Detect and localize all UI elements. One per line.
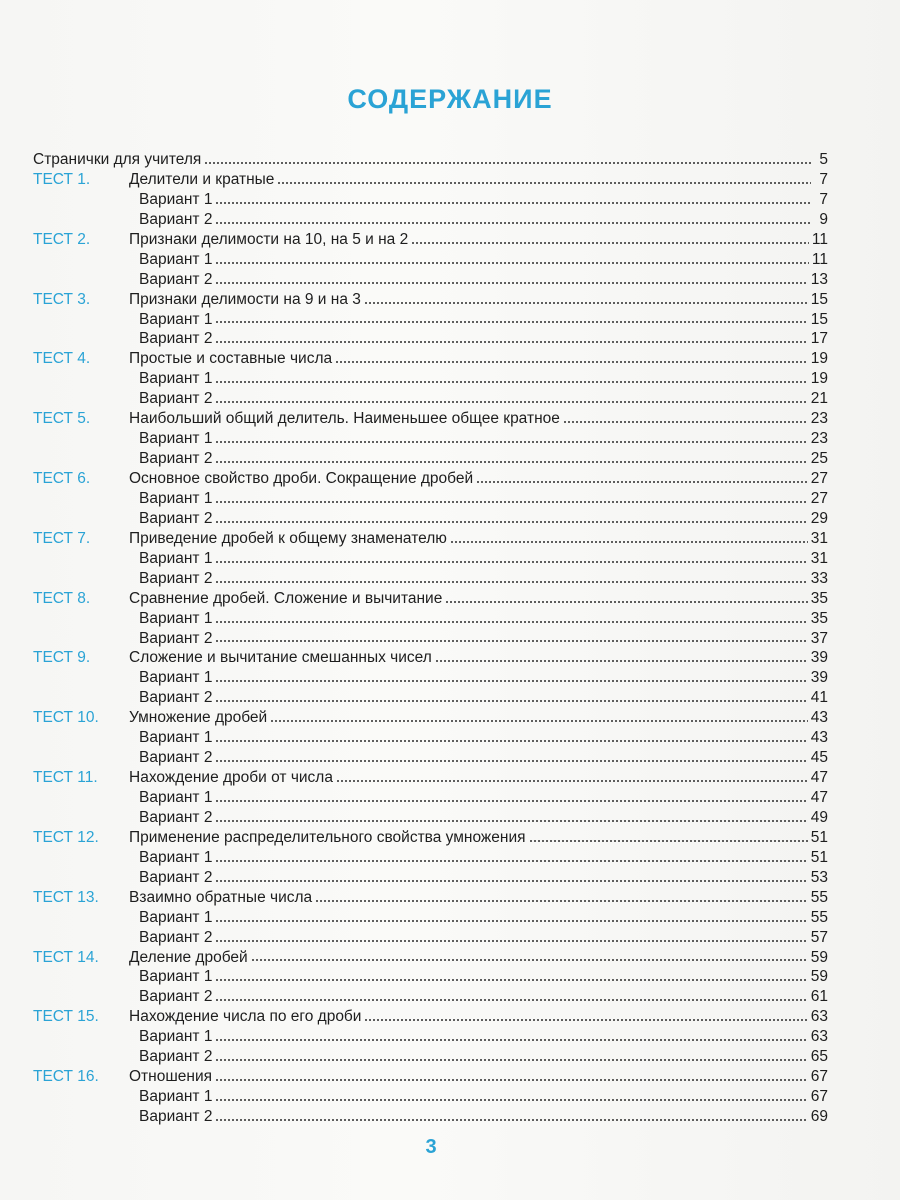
toc-test-label: ТЕСТ 1. xyxy=(33,170,91,188)
dot-leader xyxy=(215,281,807,285)
dot-leader xyxy=(215,998,807,1002)
toc-test-label: ТЕСТ 9. xyxy=(33,649,91,667)
toc-test-label: ТЕСТ 3. xyxy=(33,290,91,308)
dot-leader xyxy=(215,759,807,763)
dot-leader xyxy=(215,1078,808,1082)
toc-variant-entry xyxy=(33,210,828,230)
dot-leader xyxy=(215,201,811,205)
toc-test-entry xyxy=(33,469,828,489)
toc-variant-entry xyxy=(33,1087,828,1107)
toc-test-label: ТЕСТ 16. xyxy=(33,1068,99,1086)
toc-test-entry xyxy=(33,648,828,668)
toc-variant-entry xyxy=(33,449,828,469)
toc-entry-title: Вариант 1 xyxy=(139,968,213,986)
dot-leader xyxy=(215,1098,807,1102)
dot-leader xyxy=(251,958,808,962)
dot-leader xyxy=(215,400,807,404)
dot-leader xyxy=(215,380,807,384)
toc-entry-title: Вариант 2 xyxy=(139,509,213,527)
toc-test-label: ТЕСТ 7. xyxy=(33,529,91,547)
toc-test-entry xyxy=(33,170,828,190)
toc-page-number: 7 xyxy=(819,190,828,208)
toc-page-number: 59 xyxy=(810,948,828,966)
toc-variant-entry xyxy=(33,908,828,928)
toc-page-number: 23 xyxy=(810,430,828,448)
dot-leader xyxy=(215,639,807,643)
toc-variant-entry xyxy=(33,489,828,509)
toc-entry-title: Вариант 2 xyxy=(139,808,213,826)
toc-entry-title: Вариант 1 xyxy=(139,250,213,268)
dot-leader xyxy=(215,859,807,863)
toc-page-number: 13 xyxy=(810,270,828,288)
toc-page-number: 53 xyxy=(810,868,828,886)
toc-entry-title: Сложение и вычитание смешанных чисел xyxy=(129,649,432,667)
dot-leader xyxy=(445,600,807,604)
toc-entry-title: Вариант 2 xyxy=(139,390,213,408)
toc-test-entry xyxy=(33,768,828,788)
dot-leader xyxy=(215,799,807,803)
dot-leader xyxy=(215,500,807,504)
toc-page-number: 11 xyxy=(811,250,828,268)
toc-variant-entry xyxy=(33,1027,828,1047)
toc-variant-entry xyxy=(33,728,828,748)
dot-leader xyxy=(215,919,807,923)
toc-entry-title: Вариант 2 xyxy=(139,928,213,946)
toc-page-number: 27 xyxy=(810,470,828,487)
toc-test-entry xyxy=(33,708,828,728)
dot-leader xyxy=(215,1038,807,1042)
dot-leader xyxy=(215,879,807,883)
toc-entry-title: Отношения xyxy=(129,1068,213,1086)
toc-page-number: 61 xyxy=(810,988,828,1006)
dot-leader xyxy=(270,719,808,723)
toc-entry-title: Сравнение дробей. Сложение и вычитание xyxy=(129,589,443,607)
toc-page-number: 5 xyxy=(819,151,828,168)
toc-test-label: ТЕСТ 11. xyxy=(33,769,98,787)
toc-entry-title: Вариант 1 xyxy=(139,430,213,448)
toc-entry-title: Признаки делимости на 9 и на 3 xyxy=(129,290,361,308)
toc-test-entry xyxy=(33,349,828,369)
dot-leader xyxy=(450,540,808,544)
toc-variant-entry xyxy=(33,668,828,688)
toc-page-number: 47 xyxy=(810,789,828,806)
toc-test-label: ТЕСТ 8. xyxy=(33,589,91,607)
dot-leader xyxy=(215,679,807,683)
toc-variant-entry xyxy=(33,310,828,330)
toc-entry-title: Взаимно обратные числа xyxy=(129,888,313,906)
table-of-contents xyxy=(33,150,828,1127)
toc-entry-title: Наибольший общий делитель. Наименьшее общее кратное xyxy=(129,410,560,428)
toc-page-number: 7 xyxy=(819,170,828,188)
toc-test-label: ТЕСТ 4. xyxy=(33,350,91,368)
dot-leader xyxy=(215,739,807,743)
dot-leader xyxy=(364,301,808,305)
toc-page-number: 55 xyxy=(810,908,828,926)
toc-entry-title: Нахождение числа по его дроби xyxy=(129,1008,362,1026)
dot-leader xyxy=(435,659,808,663)
toc-entry-title: Вариант 2 xyxy=(139,450,213,468)
toc-entry-title: Вариант 1 xyxy=(139,370,213,388)
toc-test-entry xyxy=(33,1007,828,1027)
toc-test-entry xyxy=(33,1067,828,1087)
toc-page-number: 33 xyxy=(810,569,828,587)
toc-entry-title: Вариант 1 xyxy=(139,908,213,926)
toc-page-number: 11 xyxy=(811,230,828,248)
toc-page-number: 43 xyxy=(810,729,828,747)
toc-page-number: 29 xyxy=(810,509,828,527)
toc-page-number: 65 xyxy=(810,1048,828,1066)
toc-page-number: 47 xyxy=(810,769,828,787)
toc-page-number: 45 xyxy=(810,749,828,767)
toc-entry-title: Вариант 1 xyxy=(139,1028,213,1046)
toc-entry-title: Вариант 1 xyxy=(139,789,213,806)
dot-leader xyxy=(215,320,807,324)
toc-entry-title: Вариант 2 xyxy=(139,330,213,348)
toc-entry-title: Вариант 2 xyxy=(139,689,213,707)
toc-variant-entry xyxy=(33,987,828,1007)
toc-entry-title: Вариант 2 xyxy=(139,629,213,647)
dot-leader xyxy=(215,1118,807,1122)
toc-entry-title: Вариант 1 xyxy=(139,669,213,687)
toc-test-label: ТЕСТ 2. xyxy=(33,230,91,248)
toc-variant-entry xyxy=(33,1107,828,1127)
toc-page-number: 57 xyxy=(810,928,828,946)
toc-page-number: 55 xyxy=(810,888,828,906)
toc-page-number: 19 xyxy=(810,370,828,388)
toc-variant-entry xyxy=(33,270,828,290)
dot-leader xyxy=(476,480,808,484)
toc-page-number: 27 xyxy=(810,489,828,507)
toc-entry-title: Применение распределительного свойства умножения xyxy=(129,828,526,846)
toc-page-number: 19 xyxy=(810,350,828,368)
toc-test-entry xyxy=(33,828,828,848)
toc-page-number: 31 xyxy=(810,529,828,547)
toc-test-entry xyxy=(33,230,828,250)
toc-test-label: ТЕСТ 12. xyxy=(33,828,99,846)
dot-leader xyxy=(204,161,811,165)
toc-page-number: 63 xyxy=(810,1008,828,1026)
toc-test-label: ТЕСТ 14. xyxy=(33,948,99,966)
page-title: СОДЕРЖАНИЕ xyxy=(347,84,553,114)
toc-entry-title: Делители и кратные xyxy=(129,170,275,188)
toc-page-number: 35 xyxy=(810,589,828,607)
dot-leader xyxy=(215,580,807,584)
toc-entry-title: Простые и составные числа xyxy=(129,350,333,368)
toc-entry-title: Вариант 1 xyxy=(139,729,213,747)
toc-page-number: 17 xyxy=(810,330,828,348)
toc-page-number: 59 xyxy=(810,968,828,986)
dot-leader xyxy=(336,779,808,783)
toc-page-number: 15 xyxy=(810,310,828,328)
toc-page-number: 39 xyxy=(810,669,828,687)
dot-leader xyxy=(215,819,807,823)
toc-page-number: 21 xyxy=(810,390,828,408)
toc-page-number: 51 xyxy=(810,848,828,866)
dot-leader xyxy=(215,460,807,464)
page-number: 3 xyxy=(425,1136,437,1158)
toc-entry-title: Вариант 1 xyxy=(139,190,213,208)
toc-variant-entry xyxy=(33,788,828,808)
toc-entry-title: Вариант 2 xyxy=(139,868,213,886)
toc-entry-title: Вариант 2 xyxy=(139,210,213,228)
toc-test-label: ТЕСТ 10. xyxy=(33,709,99,727)
dot-leader xyxy=(215,1058,807,1062)
toc-variant-entry xyxy=(33,928,828,948)
toc-entry-title: Приведение дробей к общему знаменателю xyxy=(129,529,447,547)
toc-test-entry xyxy=(33,529,828,549)
toc-page-number: 51 xyxy=(810,828,828,846)
dot-leader xyxy=(215,620,807,624)
toc-variant-entry xyxy=(33,848,828,868)
toc-test-entry xyxy=(33,948,828,968)
toc-variant-entry xyxy=(33,629,828,649)
toc-page-number: 25 xyxy=(810,450,828,468)
toc-test-label: ТЕСТ 5. xyxy=(33,410,91,428)
toc-entry-title: Вариант 2 xyxy=(139,749,213,767)
dot-leader xyxy=(215,221,811,225)
toc-variant-entry xyxy=(33,688,828,708)
toc-entry-title: Вариант 2 xyxy=(139,1048,213,1066)
toc-variant-entry xyxy=(33,369,828,389)
toc-variant-entry xyxy=(33,748,828,768)
toc-page-number: 63 xyxy=(810,1028,828,1046)
toc-page-number: 9 xyxy=(819,210,828,228)
toc-entry-title: Вариант 2 xyxy=(139,1108,213,1125)
toc-page-number: 23 xyxy=(810,410,828,428)
dot-leader xyxy=(529,839,808,843)
toc-entry-title: Признаки делимости на 10, на 5 и на 2 xyxy=(129,230,409,248)
toc-test-entry xyxy=(33,290,828,310)
toc-test-entry xyxy=(33,888,828,908)
toc-variant-entry xyxy=(33,329,828,349)
toc-page-number: 49 xyxy=(810,808,828,826)
toc-entry-title: Вариант 2 xyxy=(139,988,213,1006)
dot-leader xyxy=(215,560,807,564)
toc-entry-title: Вариант 1 xyxy=(139,310,213,328)
toc-page-number: 15 xyxy=(810,290,828,308)
toc-entry-title: Вариант 1 xyxy=(139,609,213,627)
dot-leader xyxy=(364,1018,807,1022)
dot-leader xyxy=(215,340,807,344)
toc-variant-entry xyxy=(33,868,828,888)
toc-page-number: 41 xyxy=(810,689,828,707)
toc-test-label: ТЕСТ 13. xyxy=(33,888,99,906)
toc-variant-entry xyxy=(33,549,828,569)
toc-page-number: 69 xyxy=(810,1108,828,1125)
toc-entry-title: Основное свойство дроби. Сокращение дробей xyxy=(129,470,474,487)
toc-entry-title: Вариант 2 xyxy=(139,270,213,288)
toc-variant-entry xyxy=(33,569,828,589)
toc-page-number: 43 xyxy=(810,709,828,727)
toc-page-number: 35 xyxy=(810,609,828,627)
dot-leader xyxy=(335,360,808,364)
toc-page-number: 37 xyxy=(810,629,828,647)
toc-variant-entry xyxy=(33,429,828,449)
toc-variant-entry xyxy=(33,190,828,210)
toc-test-label: ТЕСТ 6. xyxy=(33,470,91,487)
toc-page-number: 67 xyxy=(810,1088,828,1106)
toc-variant-entry xyxy=(33,389,828,409)
toc-test-label: ТЕСТ 15. xyxy=(33,1008,99,1026)
toc-variant-entry xyxy=(33,808,828,828)
toc-variant-entry xyxy=(33,509,828,529)
dot-leader xyxy=(215,699,807,703)
toc-entry-title: Умножение дробей xyxy=(129,709,268,727)
dot-leader xyxy=(563,420,808,424)
dot-leader xyxy=(215,520,807,524)
toc-entry-title: Деление дробей xyxy=(129,948,248,966)
toc-entry-title: Вариант 1 xyxy=(139,848,213,866)
toc-test-entry xyxy=(33,589,828,609)
toc-entry-title: Вариант 2 xyxy=(139,569,213,587)
toc-entry-title: Странички для учителя xyxy=(33,151,202,168)
dot-leader xyxy=(215,440,807,444)
toc-test-entry xyxy=(33,409,828,429)
toc-intro-entry xyxy=(33,150,828,170)
toc-entry-title: Вариант 1 xyxy=(139,549,213,567)
dot-leader xyxy=(215,978,807,982)
toc-variant-entry xyxy=(33,250,828,270)
toc-variant-entry xyxy=(33,1047,828,1067)
dot-leader xyxy=(315,899,808,903)
toc-entry-title: Вариант 1 xyxy=(139,489,213,507)
dot-leader xyxy=(215,939,807,943)
toc-page-number: 67 xyxy=(810,1068,828,1086)
toc-variant-entry xyxy=(33,609,828,629)
toc-page-number: 39 xyxy=(810,649,828,667)
toc-variant-entry xyxy=(33,967,828,987)
dot-leader xyxy=(277,181,811,185)
toc-page-number: 31 xyxy=(810,549,828,567)
dot-leader xyxy=(215,261,808,265)
toc-entry-title: Нахождение дроби от числа xyxy=(129,769,333,787)
toc-entry-title: Вариант 1 xyxy=(139,1088,213,1106)
dot-leader xyxy=(411,241,809,245)
